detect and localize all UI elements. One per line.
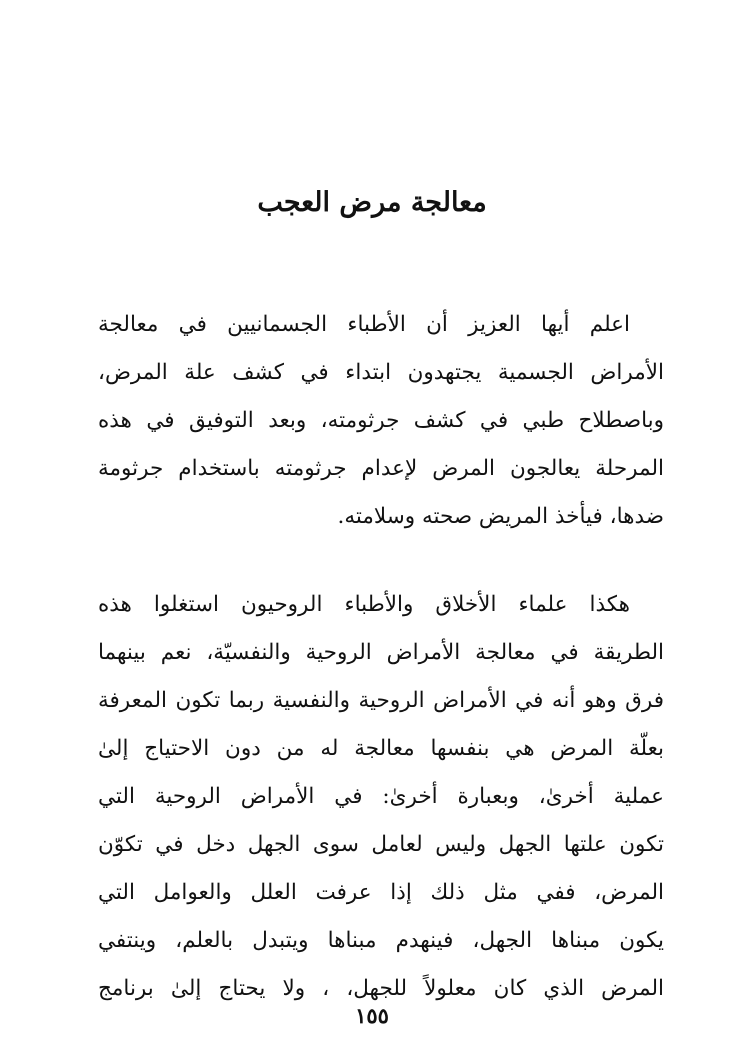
- paragraph-line: يكون مبناها الجهل، فينهدم مبناها ويتبدل بالعلم، وينتفي: [98, 928, 664, 953]
- paragraph-line: المرض الذي كان معلولاً للجهل، ، ولا يحتاج إلىٰ برنامج: [98, 976, 664, 1001]
- paragraph-line: بعلّة المرض هي بنفسها معالجة له من دون الاحتياج إلىٰ: [98, 736, 664, 761]
- paragraph-line: المرحلة يعالجون المرض لإعدام جرثومته باستخدام جرثومة: [98, 456, 664, 481]
- paragraph-2: [98, 581, 664, 1013]
- page-number: ١٥٥: [355, 1003, 389, 1028]
- paragraph-line: هكذا علماء الأخلاق والأطباء الروحيون استغلوا هذه: [98, 592, 630, 617]
- paragraph-line: فرق وهو أنه في الأمراض الروحية والنفسية ربما تكون المعرفة: [98, 688, 664, 713]
- paragraph-line: الأمراض الجسمية يجتهدون ابتداء في كشف علة المرض،: [98, 360, 664, 385]
- paragraph-line: عملية أخرىٰ، وبعبارة أخرىٰ: في الأمراض الروحية التي: [98, 784, 664, 809]
- paragraph-line: وباصطلاح طبي في كشف جرثومته، وبعد التوفيق في هذه: [98, 408, 664, 433]
- paragraph-line: اعلم أيها العزيز أن الأطباء الجسمانيين في معالجة: [98, 312, 630, 337]
- paragraph-line: تكون علتها الجهل وليس لعامل سوى الجهل دخل في تكوّن: [98, 832, 664, 857]
- paragraph-1: [98, 301, 664, 541]
- paragraph-line: المرض، ففي مثل ذلك إذا عرفت العلل والعوامل التي: [98, 880, 664, 905]
- chapter-title: معالجة مرض العجب: [257, 187, 487, 218]
- paragraph-line: الطريقة في معالجة الأمراض الروحية والنفسيّة، نعم بينهما: [98, 640, 664, 665]
- paragraph-line: ضدها، فيأخذ المريض صحته وسلامته.: [337, 504, 664, 529]
